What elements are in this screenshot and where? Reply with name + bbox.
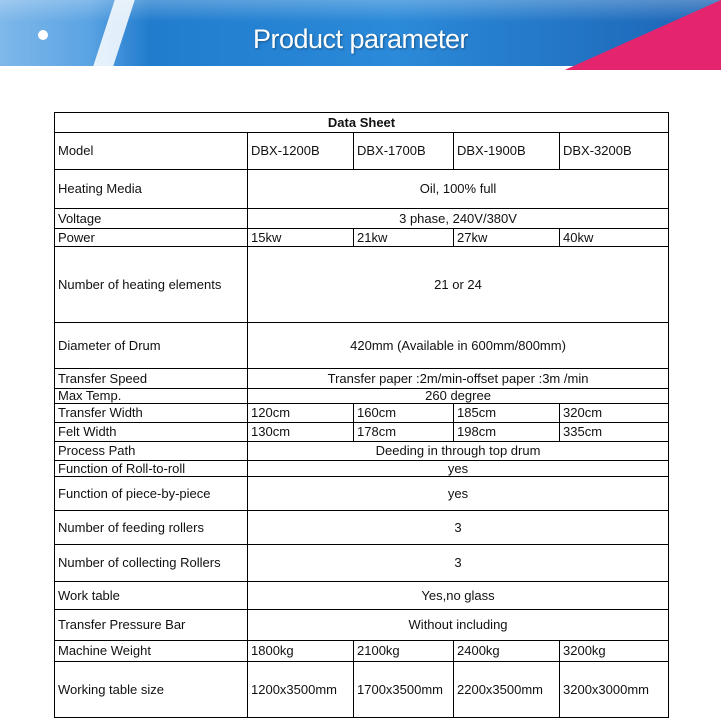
row-label: Number of collecting Rollers bbox=[55, 545, 248, 582]
table-row bbox=[55, 247, 669, 323]
table-row bbox=[55, 477, 669, 511]
transfer-width-cell: 185cm bbox=[454, 404, 560, 423]
table-row bbox=[55, 369, 669, 389]
row-label: Diameter of Drum bbox=[55, 323, 248, 369]
row-label: Transfer Width bbox=[55, 404, 248, 423]
row-label: Working table size bbox=[55, 662, 248, 718]
weight-cell: 2400kg bbox=[454, 641, 560, 662]
transfer-width-cell: 160cm bbox=[354, 404, 454, 423]
table-title: Data Sheet bbox=[55, 113, 669, 133]
data-sheet-table bbox=[54, 112, 669, 718]
row-label: Number of feeding rollers bbox=[55, 511, 248, 545]
weight-cell: 3200kg bbox=[560, 641, 669, 662]
table-row bbox=[55, 461, 669, 477]
row-value: 21 or 24 bbox=[248, 247, 669, 323]
felt-width-cell: 178cm bbox=[354, 423, 454, 442]
row-value: yes bbox=[248, 477, 669, 511]
page-title: Product parameter bbox=[252, 24, 469, 54]
power-cell: 21kw bbox=[354, 229, 454, 247]
header-banner bbox=[0, 0, 721, 70]
model-cell: DBX-1900B bbox=[454, 133, 560, 170]
table-row bbox=[55, 170, 669, 209]
power-cell: 27kw bbox=[454, 229, 560, 247]
row-label: Work table bbox=[55, 582, 248, 610]
felt-width-cell: 198cm bbox=[454, 423, 560, 442]
table-size-cell: 2200x3500mm bbox=[454, 662, 560, 718]
table-row bbox=[55, 229, 669, 247]
row-label: Transfer Speed bbox=[55, 369, 248, 389]
row-value: 3 phase, 240V/380V bbox=[248, 209, 669, 229]
row-label: Power bbox=[55, 229, 248, 247]
row-label: Model bbox=[55, 133, 248, 170]
row-value: Deeding in through top drum bbox=[248, 442, 669, 461]
row-label: Machine Weight bbox=[55, 641, 248, 662]
row-value: 3 bbox=[248, 545, 669, 582]
row-value: 3 bbox=[248, 511, 669, 545]
table-size-cell: 1200x3500mm bbox=[248, 662, 354, 718]
table-row bbox=[55, 662, 669, 718]
transfer-width-cell: 320cm bbox=[560, 404, 669, 423]
power-cell: 40kw bbox=[560, 229, 669, 247]
model-cell: DBX-3200B bbox=[560, 133, 669, 170]
row-value: Without including bbox=[248, 610, 669, 641]
row-value: 260 degree bbox=[248, 389, 669, 404]
row-value: Transfer paper :2m/min-offset paper :3m /min bbox=[248, 369, 669, 389]
row-value: Oil, 100% full bbox=[248, 170, 669, 209]
table-size-cell: 1700x3500mm bbox=[354, 662, 454, 718]
table-row bbox=[55, 423, 669, 442]
model-cell: DBX-1700B bbox=[354, 133, 454, 170]
table-row bbox=[55, 209, 669, 229]
transfer-width-cell: 120cm bbox=[248, 404, 354, 423]
table-row bbox=[55, 582, 669, 610]
row-value: 420mm (Available in 600mm/800mm) bbox=[248, 323, 669, 369]
table-row bbox=[55, 389, 669, 404]
table-row bbox=[55, 323, 669, 369]
row-label: Max Temp. bbox=[55, 389, 248, 404]
table-row bbox=[55, 641, 669, 662]
table-row bbox=[55, 511, 669, 545]
table-title-row bbox=[55, 113, 669, 133]
weight-cell: 2100kg bbox=[354, 641, 454, 662]
row-label: Number of heating elements bbox=[55, 247, 248, 323]
power-cell: 15kw bbox=[248, 229, 354, 247]
table-row bbox=[55, 545, 669, 582]
row-label: Heating Media bbox=[55, 170, 248, 209]
row-value: yes bbox=[248, 461, 669, 477]
row-value: Yes,no glass bbox=[248, 582, 669, 610]
weight-cell: 1800kg bbox=[248, 641, 354, 662]
table-row bbox=[55, 404, 669, 423]
table-row bbox=[55, 133, 669, 170]
row-label: Transfer Pressure Bar bbox=[55, 610, 248, 641]
row-label: Felt Width bbox=[55, 423, 248, 442]
felt-width-cell: 130cm bbox=[248, 423, 354, 442]
model-cell: DBX-1200B bbox=[248, 133, 354, 170]
table-row bbox=[55, 610, 669, 641]
table-row bbox=[55, 442, 669, 461]
row-label: Voltage bbox=[55, 209, 248, 229]
table-size-cell: 3200x3000mm bbox=[560, 662, 669, 718]
row-label: Process Path bbox=[55, 442, 248, 461]
row-label: Function of Roll-to-roll bbox=[55, 461, 248, 477]
row-label: Function of piece-by-piece bbox=[55, 477, 248, 511]
felt-width-cell: 335cm bbox=[560, 423, 669, 442]
